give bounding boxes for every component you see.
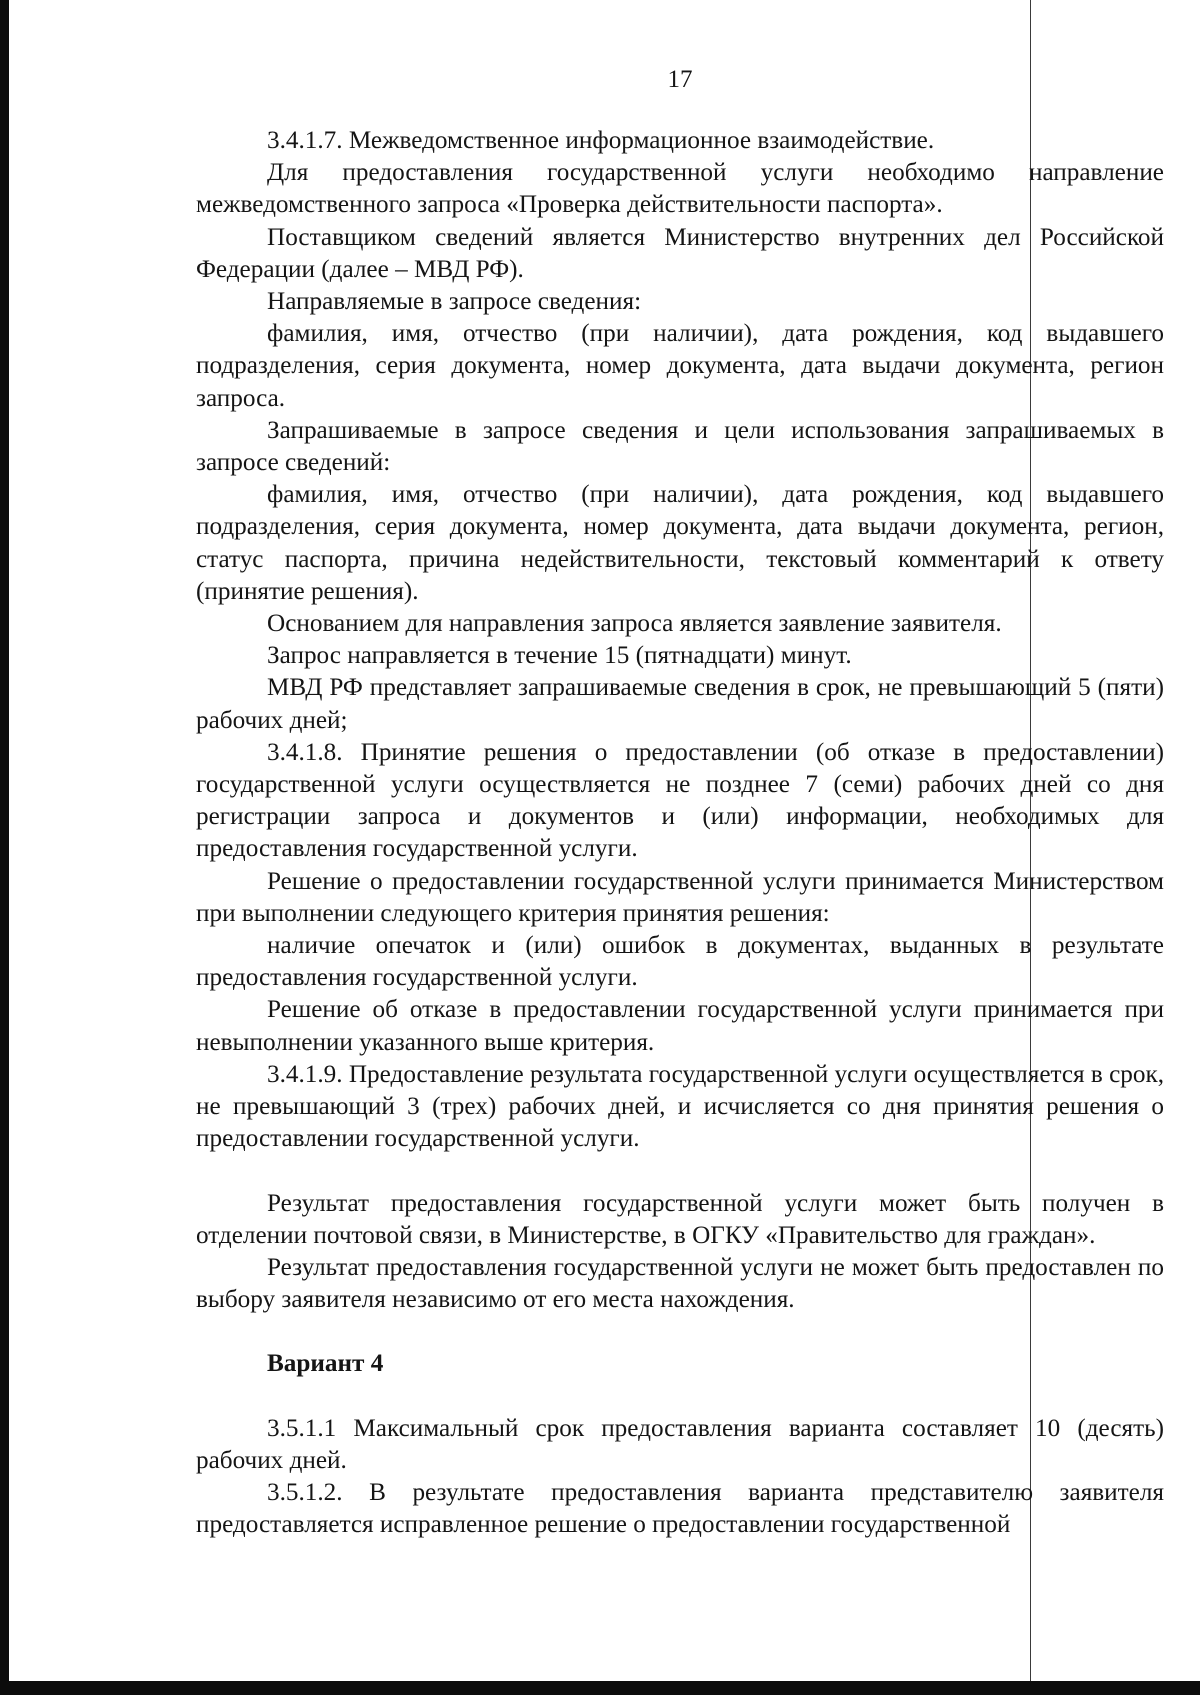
paragraph-requested-data-label: Запрашиваемые в запросе сведения и цели использования запрашиваемых в запросе сведений: [196, 416, 1164, 477]
paragraph-request-timing: Запрос направляется в течение 15 (пятнадцати) минут. [267, 642, 852, 670]
paragraph-requested-data-list: фамилия, имя, отчество (при наличии), дата рождения, код выдавшего подразделения, серия документа, номер документа, дата выдачи документа, регион, статус паспорта, причина недействительности, текстовый комментарий к ответу (принятие решения). [196, 481, 1164, 605]
paragraph-refusal-decision: Решение об отказе в предоставлении государственной услуги принимается при невыполнении указанного выше критерия. [196, 996, 1164, 1056]
paragraph-response-timing: МВД РФ представляет запрашиваемые сведения в срок, не превышающий 5 (пяти) рабочих дней; [196, 674, 1164, 734]
paragraph-3-4-1-9: 3.4.1.9. Предоставление результата государственной услуги осуществляется в срок, не превышающий 3 (трех) рабочих дней, и исчисляется со дня принятия решения о предоставлении государственной услуги. [196, 1060, 1164, 1153]
paragraph-data-supplier: Поставщиком сведений является Министерство внутренних дел Российской Федерации (далее – МВД РФ). [196, 223, 1164, 283]
paragraph-decision-criterion: Решение о предоставлении государственной услуги принимается Министерством при выполнении следующего критерия принятия решения: [196, 867, 1164, 927]
scan-bottom-border [0, 1681, 1200, 1695]
page-number: 17 [667, 66, 693, 93]
paragraph-3-5-1-1: 3.5.1.1 Максимальный срок предоставления варианта составляет 10 (десять) рабочих дней. [196, 1414, 1164, 1474]
paragraph-3-4-1-8: 3.4.1.8. Принятие решения о предоставлении (об отказе в предоставлении) государственной услуги осуществляется не позднее 7 (семи) рабочих дней со дня регистрации запроса и документов и (или) информации, необходимых для предоставления государственной услуги. [196, 738, 1164, 863]
paragraph-criterion-text: наличие опечаток и (или) ошибок в документах, выданных в результате предоставления государственной услуги. [196, 932, 1164, 992]
paragraph-result-extraterritorial: Результат предоставления государственной услуги не может быть предоставлен по выбору заявителя независимо от его места нахождения. [196, 1253, 1164, 1314]
paragraph-interagency-request: Для предоставления государственной услуги необходимо направление межведомственного запроса «Проверка действительности паспорта». [196, 159, 1164, 219]
document-body [196, 125, 1164, 1541]
paragraph-3-4-1-7-title: 3.4.1.7. Межведомственное информационное взаимодействие. [267, 127, 935, 154]
paragraph-request-basis: Основанием для направления запроса является заявление заявителя. [267, 610, 1002, 638]
paragraph-result-delivery: Результат предоставления государственной услуги может быть получен в отделении почтовой связи, в Министерстве, в ОГКУ «Правительство для граждан». [196, 1189, 1164, 1249]
scan-left-border [0, 0, 9, 1695]
paragraph-sent-data-list: фамилия, имя, отчество (при наличии), дата рождения, код выдавшего подразделения, серия документа, номер документа, дата выдачи документа, регион запроса. [196, 320, 1164, 412]
paragraph-3-5-1-2: 3.5.1.2. В результате предоставления варианта представителю заявителя предоставляется исправленное решение о предоставлении государственной [196, 1478, 1164, 1539]
section-heading-variant-4: Вариант 4 [267, 1350, 384, 1378]
paragraph-sent-data-label: Направляемые в запросе сведения: [267, 288, 642, 316]
